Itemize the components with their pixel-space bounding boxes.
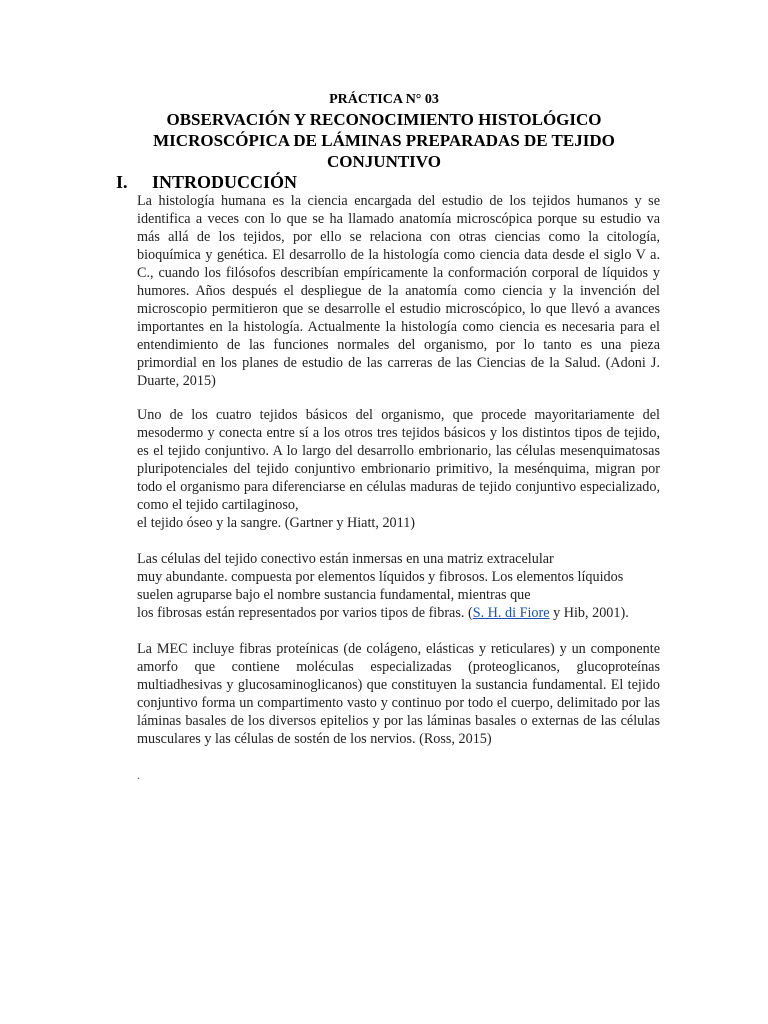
paragraph-mec bbox=[137, 640, 660, 748]
paragraph-line: Las células del tejido conectivo están inmersas en una matriz extracelular bbox=[137, 551, 554, 567]
paragraph-text: Uno de los cuatro tejidos básicos del organismo, que procede mayoritariamente del mesodermo y conecta entre sí a los otros tres tejidos básicos y los distintos tipos de tejido, es el tejido conjuntivo. A lo largo del desarrollo embrionario, las células mesenquimatosas pluripotenciales del tejido conjuntivo embrionario primitivo, la mesénquima, migran por todo el organismo para diferenciarse en células maduras de tejido conjuntivo especializado, como el tejido cartilaginoso, bbox=[137, 407, 660, 513]
paragraph-text-tail: el tejido óseo y la sangre. (Gartner y Hiatt, 2011) bbox=[137, 515, 416, 531]
paragraph-tejido-conjuntivo bbox=[137, 406, 660, 532]
trailing-paragraph bbox=[137, 766, 660, 784]
title-line-3: CONJUNTIVO bbox=[327, 152, 441, 171]
paragraph-line: suelen agruparse bajo el nombre sustancia fundamental, mientras que bbox=[137, 587, 531, 603]
paragraph-line-with-link bbox=[137, 604, 660, 622]
title-line-2: MICROSCÓPICA DE LÁMINAS PREPARADAS DE TEJIDO bbox=[153, 131, 615, 150]
section-number: I. bbox=[116, 172, 128, 192]
stray-period: . bbox=[137, 768, 140, 782]
paragraph-line: muy abundante. compuesta por elementos líquidos y fibrosos. Los elementos líquidos bbox=[137, 569, 624, 585]
paragraph-text: La MEC incluye fibras proteínicas (de colágeno, elásticas y reticulares) y un componente amorfo que contiene moléculas especializadas (proteoglicanos, glucoproteínas multiadhesivas y glucosaminoglicanos) que constituyen la sustancia fundamental. El tejido conjuntivo forma un compartimento vasto y continuo por todo el cuerpo, delimitado por las láminas basales de los diversos epitelios y por las láminas basales o externas de las células musculares y las células de sostén de los nervios. (Ross, 2015) bbox=[137, 641, 660, 747]
practice-label: PRÁCTICA N° 03 bbox=[329, 92, 439, 107]
section-heading-introduccion bbox=[116, 172, 297, 193]
paragraph-matriz-extracelular bbox=[137, 550, 660, 622]
section-title: INTRODUCCIÓN bbox=[152, 172, 298, 192]
citation-prefix: los fibrosas están representados por varios tipos de fibras. ( bbox=[137, 605, 473, 621]
paragraph-histologia bbox=[137, 192, 660, 390]
citation-suffix: y Hib, 2001). bbox=[549, 605, 629, 621]
page-title bbox=[100, 109, 668, 172]
title-line-1: OBSERVACIÓN Y RECONOCIMIENTO HISTOLÓGICO bbox=[166, 110, 602, 129]
paragraph-text: La histología humana es la ciencia encargada del estudio de los tejidos humanos y se identifica a veces con lo que se ha llamado anatomía microscópica porque su estudio va más allá de los tejidos, por ello se relaciona con otras ciencias como la citología, bioquímica y genética. El desarrollo de la histología como ciencia data desde el siglo V a. C., cuando los filósofos describían empíricamente la conformación corporal de líquidos y humores. Años después el despliegue de la anatomía como ciencia y la invención del microscopio permitieron que se desarrolle el estudio microscópico, lo que llevó a avances importantes en la histología. Actualmente la histología como ciencia es necesaria para el entendimiento de las funciones normales del organismo, por lo tanto es una pieza primordial en los planes de estudio de las carreras de las Ciencias de la Salud. (Adoni J. Duarte, 2015) bbox=[137, 193, 660, 389]
reference-link[interactable]: S. H. di Fiore bbox=[472, 605, 550, 621]
